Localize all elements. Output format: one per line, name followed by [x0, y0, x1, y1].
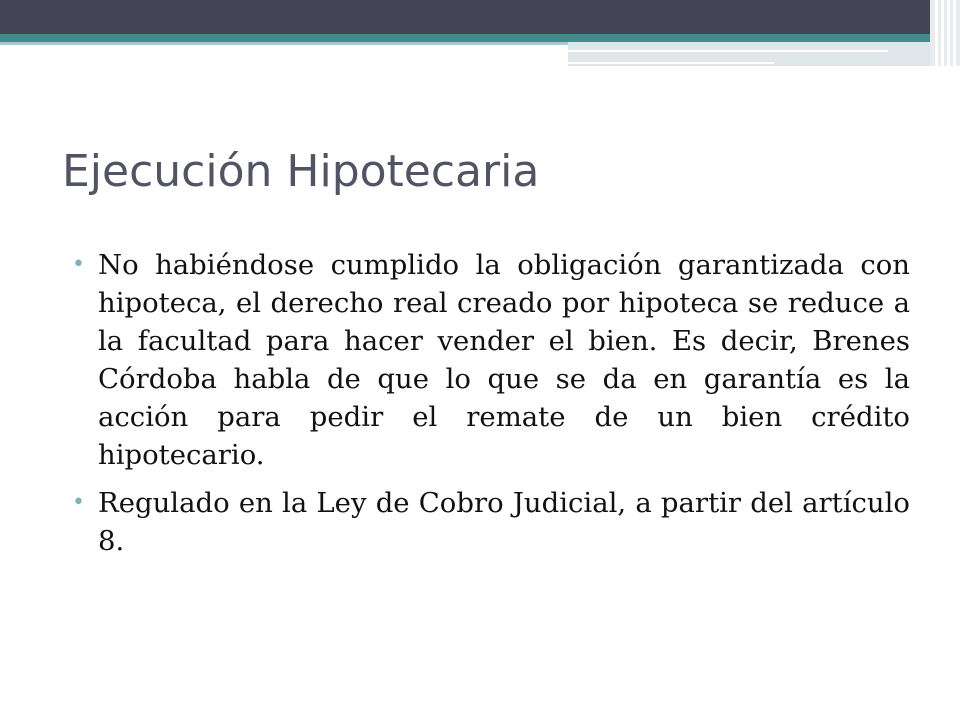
- bullet-text: No habiéndose cumplido la obligación garantizada con hipoteca, el derecho real creado por hipoteca se reduce a la facultad para hacer vender el bien. Es decir, Brenes Córdoba habla de que lo que se da en garantía es la acción para pedir el remate de un bien crédito hipotecario.: [98, 249, 910, 471]
- corner-decoration: [930, 0, 960, 66]
- header-strip-line: [568, 50, 888, 52]
- header-dark-band: [0, 0, 960, 34]
- bullet-icon: •: [72, 252, 85, 277]
- corner-bar: [947, 0, 950, 66]
- bullet-text: Regulado en la Ley de Cobro Judicial, a partir del artículo 8.: [98, 487, 910, 557]
- header-teal-band: [0, 34, 960, 42]
- corner-bar: [935, 0, 938, 66]
- bullet-icon: •: [72, 490, 85, 515]
- corner-bar: [953, 0, 956, 66]
- bullet-item-1: [70, 246, 910, 474]
- bullet-item-2: [70, 484, 910, 560]
- header-strip-line-2: [568, 62, 774, 64]
- bullet-list: [70, 246, 910, 570]
- corner-bar: [941, 0, 944, 66]
- slide-title: Ejecución Hipotecaria: [62, 146, 540, 197]
